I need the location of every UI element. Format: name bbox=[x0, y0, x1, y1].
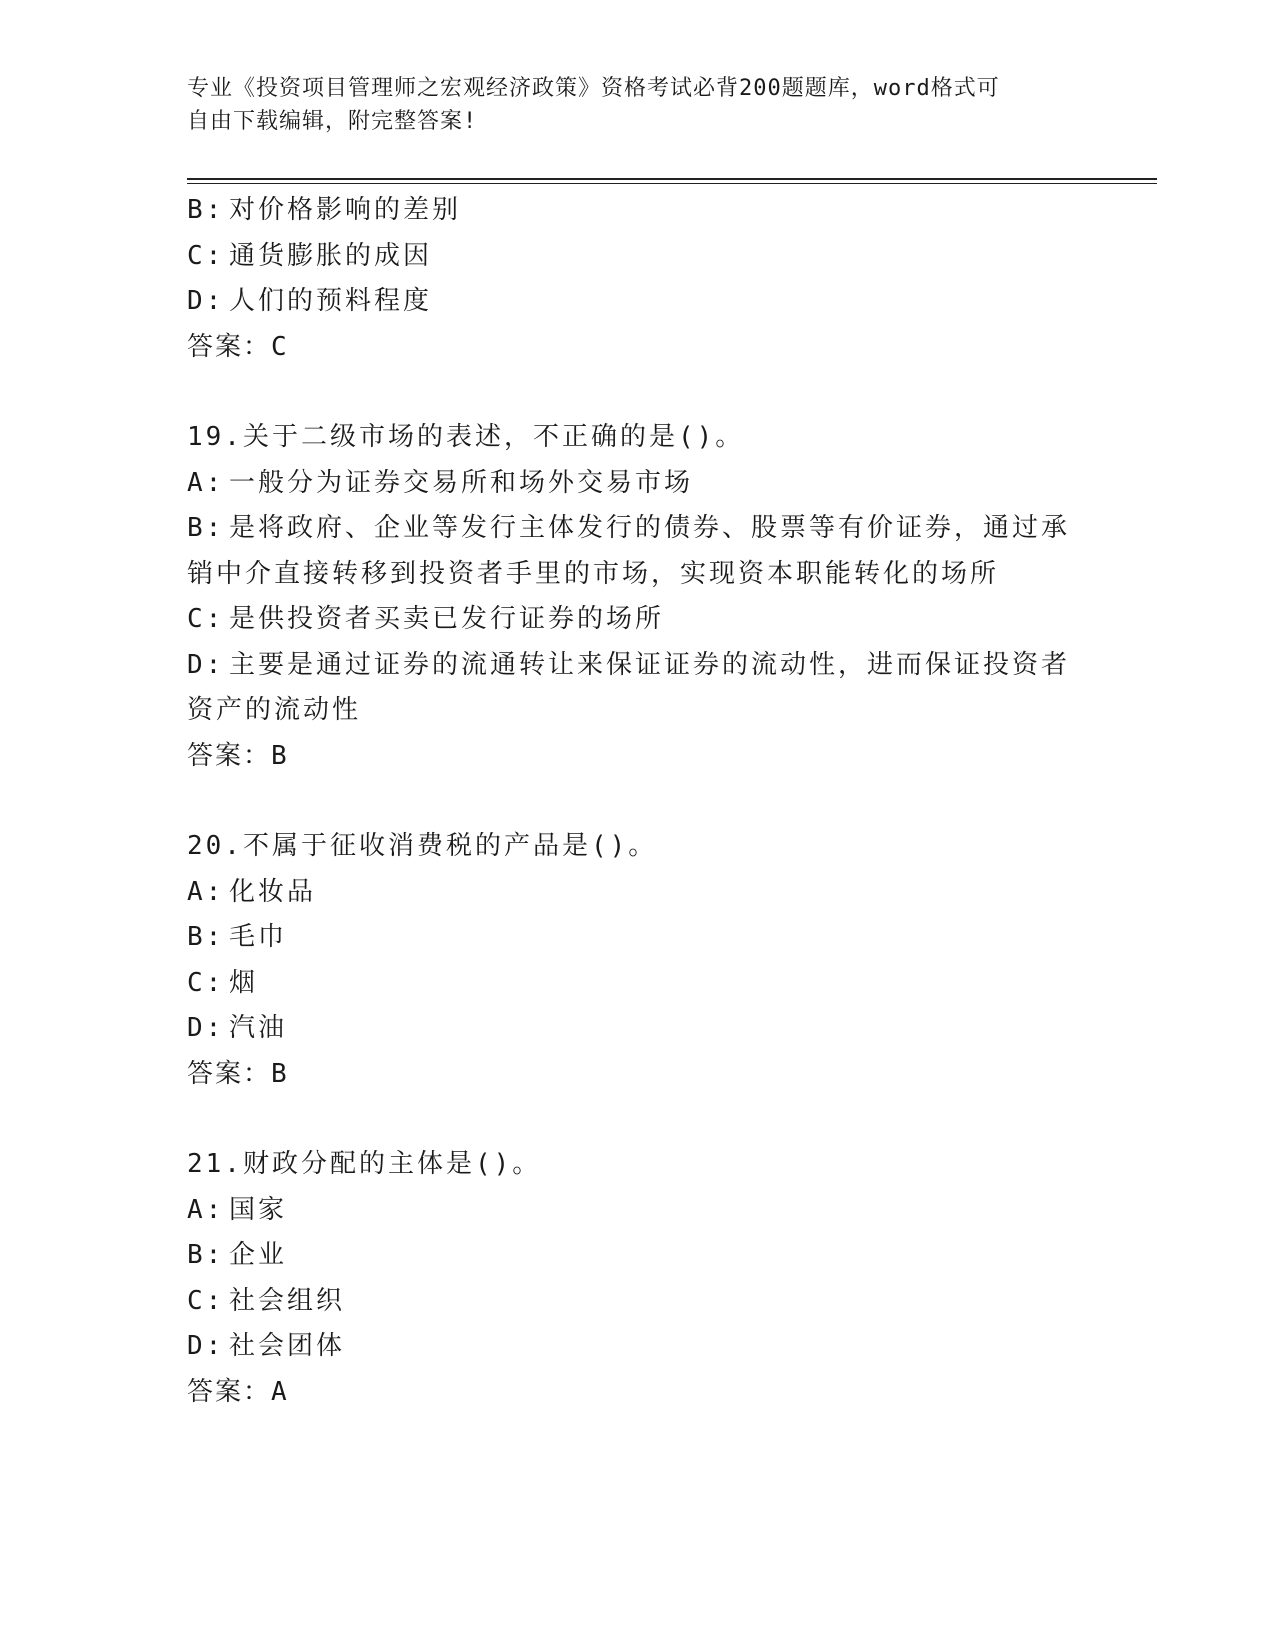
option-text: 汽油 bbox=[229, 1013, 288, 1043]
option-text: 对价格影响的差别 bbox=[229, 195, 462, 225]
option-b-continuation: 销中介直接转移到投资者手里的市场，实现资本职能转化的场所 bbox=[187, 558, 1000, 589]
option-key: C: bbox=[187, 240, 225, 271]
option-text: 社会组织 bbox=[229, 1285, 346, 1316]
option-d bbox=[187, 1006, 1087, 1052]
option-text: 人们的预料程度 bbox=[229, 286, 433, 316]
option-a bbox=[187, 461, 1087, 507]
answer-label: 答案： bbox=[187, 1058, 272, 1089]
option-b bbox=[187, 188, 1087, 234]
option-text: 毛巾 bbox=[229, 922, 288, 952]
question-block-20 bbox=[187, 824, 1087, 1097]
option-key: C: bbox=[187, 604, 225, 634]
option-key: A: bbox=[187, 876, 225, 907]
option-d bbox=[187, 643, 1087, 689]
option-text: 烟 bbox=[229, 967, 259, 998]
option-key: C: bbox=[187, 967, 225, 998]
header-divider-thick bbox=[187, 178, 1157, 180]
answer-line bbox=[187, 325, 1087, 371]
spacer bbox=[187, 779, 1087, 824]
option-text: 一般分为证券交易所和场外交易市场 bbox=[229, 467, 694, 498]
answer-label: 答案： bbox=[187, 1376, 272, 1407]
answer-line bbox=[187, 734, 1087, 780]
option-key: D: bbox=[187, 649, 225, 680]
answer-label: 答案： bbox=[187, 331, 272, 362]
option-key: A: bbox=[187, 1194, 225, 1225]
option-text: 是将政府、企业等发行主体发行的债券、股票等有价证券，通过承 bbox=[229, 513, 1071, 543]
option-d bbox=[187, 279, 1087, 325]
option-text: 社会团体 bbox=[229, 1331, 346, 1361]
option-text: 企业 bbox=[229, 1240, 288, 1270]
option-key: D: bbox=[187, 286, 225, 316]
question-block-19 bbox=[187, 415, 1087, 779]
option-text: 是供投资者买卖已发行证券的场所 bbox=[229, 604, 665, 634]
option-text: 化妆品 bbox=[229, 876, 317, 907]
question-stem: 19.关于二级市场的表述，不正确的是()。 bbox=[187, 422, 745, 452]
header-title-line-1: 专业《投资项目管理师之宏观经济政策》资格考试必背200题题库，word格式可 bbox=[187, 76, 1000, 101]
answer-value: B bbox=[271, 1058, 290, 1089]
question-list bbox=[187, 188, 1087, 1415]
option-text: 通货膨胀的成因 bbox=[229, 240, 433, 271]
option-d-continuation: 资产的流动性 bbox=[187, 695, 362, 725]
question-block-21 bbox=[187, 1142, 1087, 1415]
option-a bbox=[187, 870, 1087, 916]
answer-label: 答案： bbox=[187, 740, 272, 771]
question-stem: 21.财政分配的主体是()。 bbox=[187, 1149, 542, 1179]
question-block-18 bbox=[187, 188, 1087, 370]
question-stem: 20.不属于征收消费税的产品是()。 bbox=[187, 831, 658, 861]
option-b bbox=[187, 506, 1087, 552]
option-b bbox=[187, 1233, 1087, 1279]
option-key: B: bbox=[187, 513, 225, 543]
option-b bbox=[187, 915, 1087, 961]
option-key: C: bbox=[187, 1285, 225, 1316]
option-c bbox=[187, 961, 1087, 1007]
option-key: D: bbox=[187, 1013, 225, 1043]
spacer bbox=[187, 370, 1087, 415]
option-key: D: bbox=[187, 1331, 225, 1361]
answer-line bbox=[187, 1370, 1087, 1416]
option-c bbox=[187, 597, 1087, 643]
option-key: A: bbox=[187, 467, 225, 498]
page-header bbox=[187, 72, 1087, 138]
option-key: B: bbox=[187, 195, 225, 225]
header-title-line-2: 自由下载编辑，附完整答案! bbox=[187, 109, 478, 134]
option-c bbox=[187, 1279, 1087, 1325]
answer-line bbox=[187, 1052, 1087, 1098]
option-d bbox=[187, 1324, 1087, 1370]
option-text: 主要是通过证券的流通转让来保证证券的流动性，进而保证投资者 bbox=[229, 649, 1071, 680]
answer-value: A bbox=[271, 1376, 290, 1407]
option-text: 国家 bbox=[229, 1194, 288, 1225]
spacer bbox=[187, 1097, 1087, 1142]
header-divider-thin bbox=[187, 183, 1157, 184]
option-key: B: bbox=[187, 1240, 225, 1270]
answer-value: C bbox=[271, 331, 290, 362]
option-a bbox=[187, 1188, 1087, 1234]
option-key: B: bbox=[187, 922, 225, 952]
option-c bbox=[187, 234, 1087, 280]
answer-value: B bbox=[271, 740, 290, 771]
